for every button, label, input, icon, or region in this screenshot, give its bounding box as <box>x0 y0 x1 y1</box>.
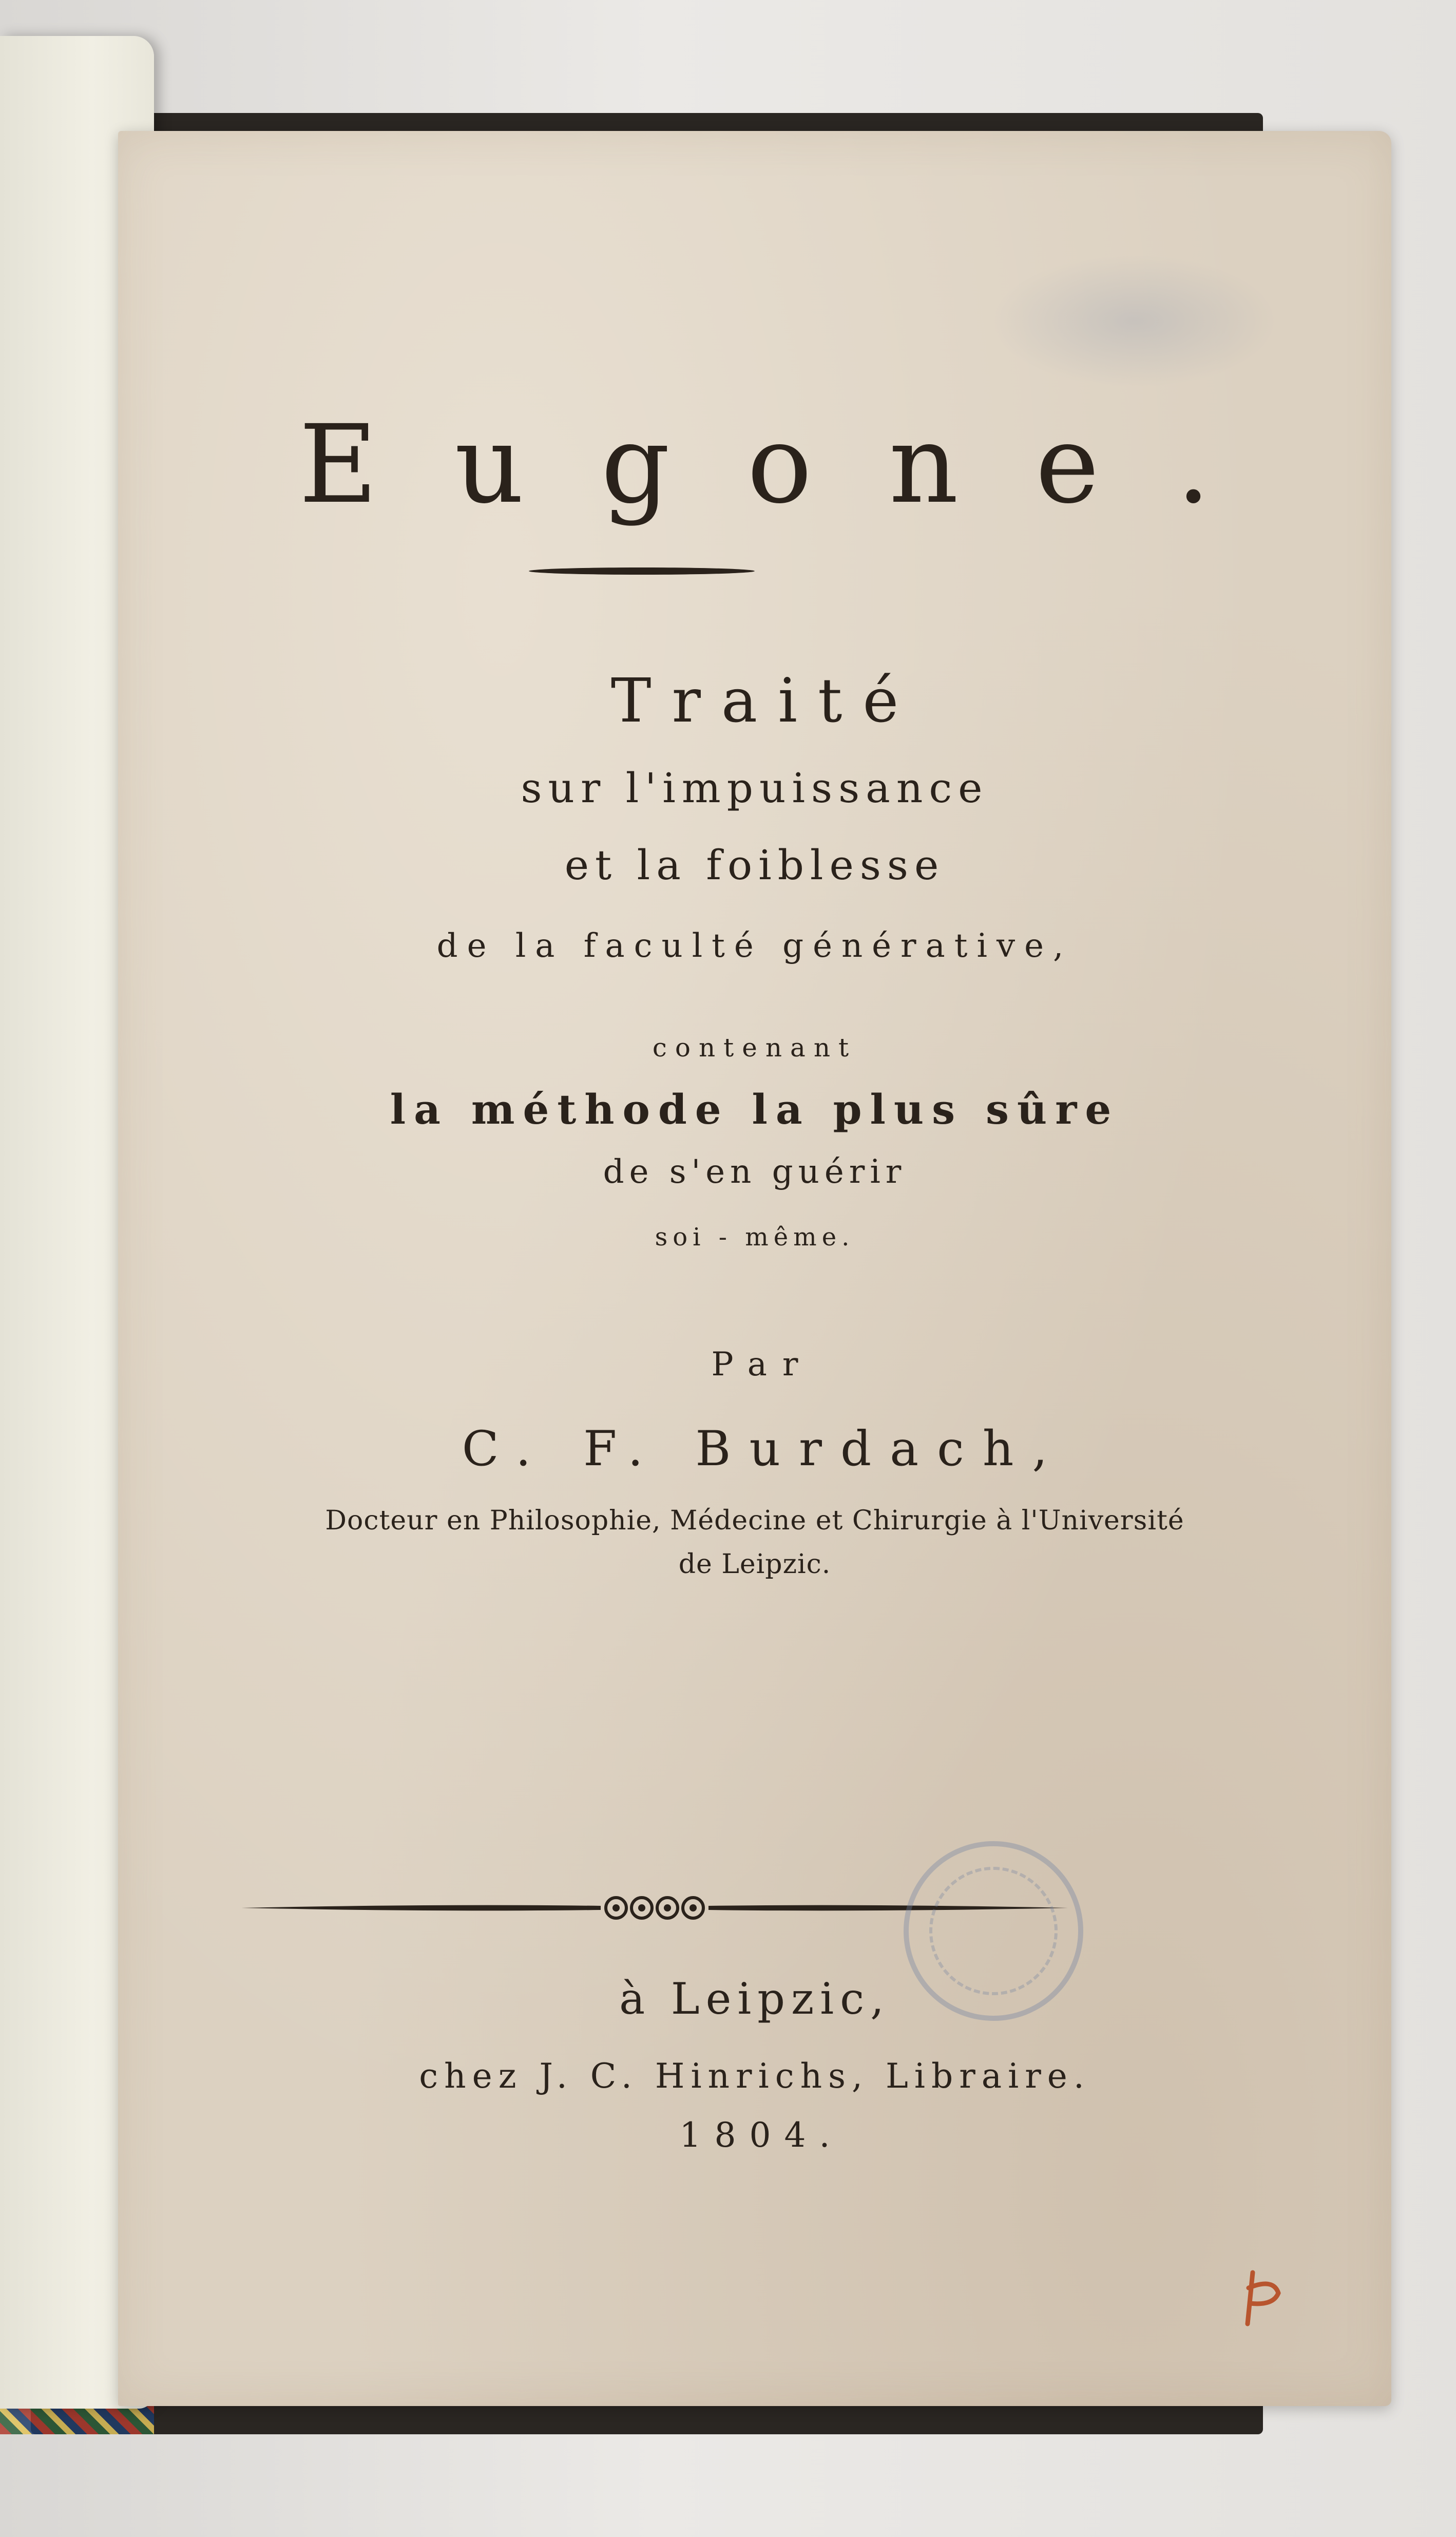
subtitle-line-5: la méthode la plus sûre <box>390 1085 1120 1133</box>
imprint-year: 1804. <box>679 2115 844 2155</box>
author-credentials-2: de Leipzic. <box>678 1549 831 1580</box>
subtitle: Traité <box>610 665 919 736</box>
subtitle-line-6: de s'en guérir <box>603 1153 907 1191</box>
subtitle-line-1: sur l'impuissance <box>521 764 989 812</box>
author-credentials: Docteur en Philosophie, Médecine et Chirurgie à l'Université <box>325 1505 1184 1536</box>
pencil-mark <box>1237 2267 1294 2329</box>
imprint-place: à Leipzic, <box>619 1974 890 2024</box>
title-page <box>118 131 1391 2406</box>
stain <box>991 254 1278 388</box>
book-title: Eugone. <box>299 402 1288 527</box>
title-rule <box>529 567 755 575</box>
subtitle-line-4: contenant <box>652 1033 857 1063</box>
imprint-publisher: chez J. C. Hinrichs, Libraire. <box>419 2056 1090 2096</box>
author-prefix: Par <box>711 1346 814 1384</box>
author-name: C. F. Burdach, <box>462 1421 1066 1477</box>
subtitle-line-3: de la faculté générative, <box>436 927 1073 965</box>
subtitle-line-2: et la foiblesse <box>564 841 945 889</box>
subtitle-line-7: soi - même. <box>655 1223 855 1252</box>
